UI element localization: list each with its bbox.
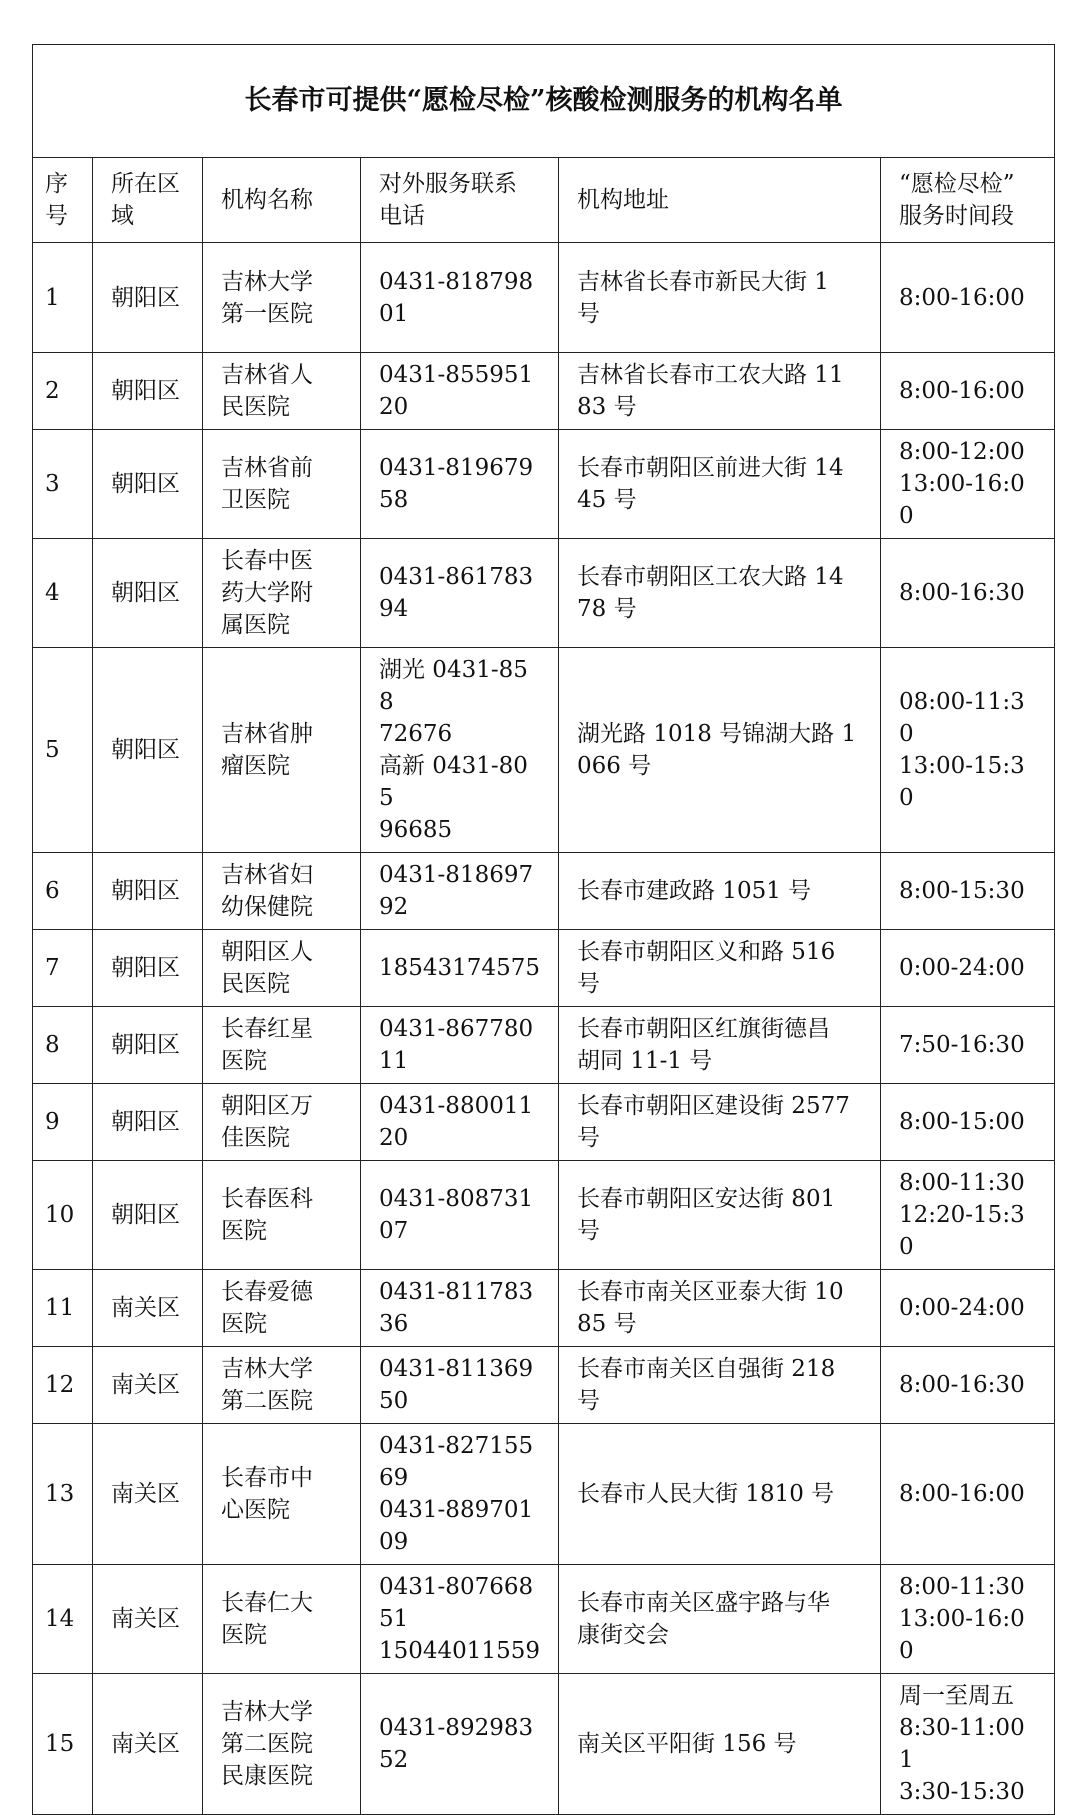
- row-district: 朝阳区: [93, 648, 203, 853]
- row-hours: 0:00-24:00: [881, 1270, 1055, 1347]
- row-address: 湖光路 1018 号锦湖大路 1 066 号: [559, 648, 881, 853]
- row-address: 南关区平阳街 156 号: [559, 1674, 881, 1815]
- institution-list-sheet: [32, 44, 1054, 1815]
- row-hours: 8:00-16:00: [881, 243, 1055, 353]
- row-hours: 8:00-16:30: [881, 1347, 1055, 1424]
- row-institution-name: 吉林大学 第一医院: [203, 243, 361, 353]
- table-row: [33, 1270, 1055, 1347]
- row-district: 朝阳区: [93, 853, 203, 930]
- table-row: [33, 1347, 1055, 1424]
- row-address: 长春市朝阳区红旗街德昌 胡同 11-1 号: [559, 1007, 881, 1084]
- row-phone: 0431-80873107: [361, 1161, 559, 1270]
- row-number: 14: [33, 1565, 93, 1674]
- row-phone: 0431-81967958: [361, 430, 559, 539]
- row-district: 南关区: [93, 1674, 203, 1815]
- row-address: 长春市朝阳区建设街 2577 号: [559, 1084, 881, 1161]
- row-institution-name: 吉林省妇 幼保健院: [203, 853, 361, 930]
- row-district: 朝阳区: [93, 430, 203, 539]
- row-institution-name: 朝阳区人 民医院: [203, 930, 361, 1007]
- row-district: 朝阳区: [93, 1007, 203, 1084]
- row-institution-name: 长春医科 医院: [203, 1161, 361, 1270]
- row-phone: 0431-86178394: [361, 539, 559, 648]
- table-row: [33, 243, 1055, 353]
- row-institution-name: 吉林大学 第二医院: [203, 1347, 361, 1424]
- row-address: 吉林省长春市工农大路 11 83 号: [559, 353, 881, 430]
- table-row: [33, 430, 1055, 539]
- row-number: 10: [33, 1161, 93, 1270]
- row-number: 6: [33, 853, 93, 930]
- row-hours: 0:00-24:00: [881, 930, 1055, 1007]
- row-hours: 8:00-16:00: [881, 1424, 1055, 1565]
- title-row: [33, 45, 1055, 158]
- row-hours: 8:00-11:30 13:00-16:00: [881, 1565, 1055, 1674]
- table-body: [33, 45, 1055, 1815]
- row-address: 长春市南关区亚泰大街 10 85 号: [559, 1270, 881, 1347]
- row-number: 11: [33, 1270, 93, 1347]
- row-address: 长春市建政路 1051 号: [559, 853, 881, 930]
- row-number: 9: [33, 1084, 93, 1161]
- row-address: 长春市朝阳区前进大街 14 45 号: [559, 430, 881, 539]
- row-institution-name: 长春红星 医院: [203, 1007, 361, 1084]
- row-number: 4: [33, 539, 93, 648]
- row-institution-name: 吉林省前 卫医院: [203, 430, 361, 539]
- row-phone: 0431-81879801: [361, 243, 559, 353]
- table-row: [33, 1565, 1055, 1674]
- row-institution-name: 长春仁大 医院: [203, 1565, 361, 1674]
- row-institution-name: 吉林大学 第二医院 民康医院: [203, 1674, 361, 1815]
- row-hours: 周一至周五 8:30-11:00 1 3:30-15:30: [881, 1674, 1055, 1815]
- table-row: [33, 539, 1055, 648]
- row-hours: 8:00-15:00: [881, 1084, 1055, 1161]
- row-phone: 0431-81136950: [361, 1347, 559, 1424]
- row-district: 朝阳区: [93, 243, 203, 353]
- row-district: 朝阳区: [93, 1084, 203, 1161]
- header-phone: 对外服务联系 电话: [361, 158, 559, 243]
- table-row: [33, 1424, 1055, 1565]
- row-hours: 8:00-12:00 13:00-16:00: [881, 430, 1055, 539]
- row-address: 长春市朝阳区工农大路 14 78 号: [559, 539, 881, 648]
- header-name: 机构名称: [203, 158, 361, 243]
- row-address: 长春市南关区盛宇路与华 康街交会: [559, 1565, 881, 1674]
- row-number: 13: [33, 1424, 93, 1565]
- row-phone: 湖光 0431-858 72676 高新 0431-805 96685: [361, 648, 559, 853]
- table-row: [33, 353, 1055, 430]
- row-district: 朝阳区: [93, 930, 203, 1007]
- row-hours: 8:00-16:00: [881, 353, 1055, 430]
- row-phone: 0431-86778011: [361, 1007, 559, 1084]
- row-hours: 08:00-11:30 13:00-15:30: [881, 648, 1055, 853]
- row-hours: 7:50-16:30: [881, 1007, 1055, 1084]
- row-phone: 0431-80766851 15044011559: [361, 1565, 559, 1674]
- row-district: 南关区: [93, 1565, 203, 1674]
- row-number: 12: [33, 1347, 93, 1424]
- row-hours: 8:00-11:30 12:20-15:30: [881, 1161, 1055, 1270]
- table-row: [33, 853, 1055, 930]
- page-title: 长春市可提供“愿检尽检”核酸检测服务的机构名单: [33, 45, 1055, 158]
- row-district: 朝阳区: [93, 539, 203, 648]
- row-district: 南关区: [93, 1270, 203, 1347]
- row-institution-name: 长春中医 药大学附 属医院: [203, 539, 361, 648]
- table-row: [33, 930, 1055, 1007]
- row-phone: 0431-85595120: [361, 353, 559, 430]
- row-phone: 0431-88001120: [361, 1084, 559, 1161]
- row-institution-name: 长春爱德 医院: [203, 1270, 361, 1347]
- header-hours: “愿检尽检” 服务时间段: [881, 158, 1055, 243]
- header-district: 所在区 域: [93, 158, 203, 243]
- header-row: [33, 158, 1055, 243]
- row-number: 3: [33, 430, 93, 539]
- row-institution-name: 吉林省肿 瘤医院: [203, 648, 361, 853]
- table-row: [33, 1161, 1055, 1270]
- row-number: 1: [33, 243, 93, 353]
- row-address: 长春市朝阳区义和路 516 号: [559, 930, 881, 1007]
- row-phone: 0431-81869792: [361, 853, 559, 930]
- row-district: 朝阳区: [93, 1161, 203, 1270]
- row-address: 吉林省长春市新民大街 1 号: [559, 243, 881, 353]
- row-institution-name: 朝阳区万 佳医院: [203, 1084, 361, 1161]
- table-row: [33, 648, 1055, 853]
- row-hours: 8:00-16:30: [881, 539, 1055, 648]
- row-address: 长春市南关区自强街 218 号: [559, 1347, 881, 1424]
- row-number: 2: [33, 353, 93, 430]
- row-hours: 8:00-15:30: [881, 853, 1055, 930]
- row-phone: 0431-81178336: [361, 1270, 559, 1347]
- row-institution-name: 吉林省人 民医院: [203, 353, 361, 430]
- header-address: 机构地址: [559, 158, 881, 243]
- row-number: 8: [33, 1007, 93, 1084]
- institution-table: [32, 44, 1055, 1815]
- row-district: 朝阳区: [93, 353, 203, 430]
- table-row: [33, 1007, 1055, 1084]
- header-no: 序 号: [33, 158, 93, 243]
- row-phone: 0431-89298352: [361, 1674, 559, 1815]
- row-phone: 18543174575: [361, 930, 559, 1007]
- row-number: 7: [33, 930, 93, 1007]
- row-district: 南关区: [93, 1347, 203, 1424]
- row-number: 15: [33, 1674, 93, 1815]
- row-phone: 0431-82715569 0431-88970109: [361, 1424, 559, 1565]
- row-address: 长春市人民大街 1810 号: [559, 1424, 881, 1565]
- table-row: [33, 1084, 1055, 1161]
- table-row: [33, 1674, 1055, 1815]
- row-address: 长春市朝阳区安达街 801 号: [559, 1161, 881, 1270]
- row-district: 南关区: [93, 1424, 203, 1565]
- row-number: 5: [33, 648, 93, 853]
- row-institution-name: 长春市中 心医院: [203, 1424, 361, 1565]
